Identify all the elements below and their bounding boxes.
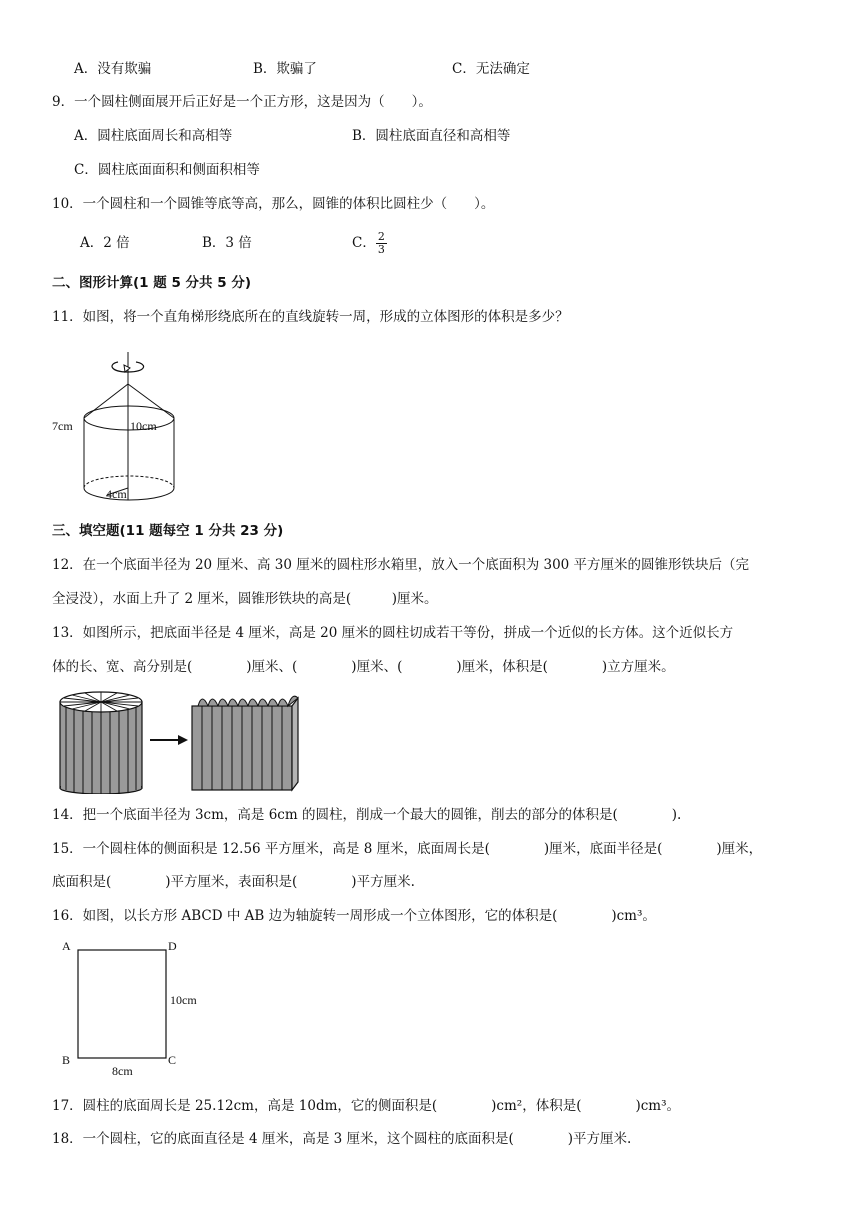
transform-arrow-icon — [150, 735, 188, 745]
q9-option-c: C．圆柱底面面积和侧面积相等 — [74, 162, 260, 178]
q10-option-a: A．2 倍 — [80, 235, 130, 251]
cylinder-bottom-back — [84, 476, 174, 488]
sectored-cylinder — [60, 692, 142, 794]
q10-fraction-denominator: 3 — [377, 243, 385, 256]
q9-option-a: A．圆柱底面周长和高相等 — [74, 128, 233, 144]
q16-line: 16．如图，以长方形 ABCD 中 AB 边为轴旋转一周形成一个立体图形，它的体积是( )cm³。 — [52, 908, 656, 924]
q14-line: 14．把一个底面半径为 3cm，高是 6cm 的圆柱，削成一个最大的圆锥，削去的部分的体积是( ). — [52, 807, 682, 823]
q16-label-b: B — [62, 1053, 71, 1067]
cylinder-bottom-front — [84, 488, 174, 500]
section3-title: 三、填空题(11 题每空 1 分共 23 分) — [52, 523, 284, 539]
q11-label-10cm: 10cm — [130, 419, 157, 433]
cone-left-edge — [84, 384, 128, 418]
q17-line: 17．圆柱的底面周长是 25.12cm，高是 10dm，它的侧面积是( )cm²，体积是( )cm³。 — [52, 1098, 681, 1114]
q8-option-b: B．欺骗了 — [253, 61, 317, 77]
rectangle-abcd — [78, 950, 166, 1058]
q11-label-7cm: 7cm — [52, 419, 73, 433]
q15-line-1: 15．一个圆柱体的侧面积是 12.56 平方厘米，高是 8 厘米，底面周长是( )厘米，底面半径是( )厘米， — [52, 841, 763, 857]
rotation-arrowhead-icon — [124, 365, 130, 372]
cylinder-top-ellipse — [84, 406, 174, 430]
q10-fraction-numerator: 2 — [377, 230, 385, 243]
q16-label-8cm: 8cm — [112, 1064, 133, 1078]
q9-option-b: B．圆柱底面直径和高相等 — [352, 128, 511, 144]
q13-line-2: 体的长、宽、高分别是( )厘米、( )厘米、( )厘米，体积是( )立方厘米。 — [52, 659, 675, 675]
q18-line: 18．一个圆柱，它的底面直径是 4 厘米，高是 3 厘米，这个圆柱的底面积是( )平方厘米. — [52, 1131, 632, 1147]
q10-fraction — [376, 231, 387, 256]
q11-stem: 11．如图，将一个直角梯形绕底所在的直线旋转一周，形成的立体图形的体积是多少？ — [52, 309, 569, 325]
q16-label-c: C — [168, 1053, 177, 1067]
q16-label-10cm: 10cm — [170, 993, 197, 1007]
q12-line-2: 全浸没），水面上升了 2 厘米，圆锥形铁块的高是( )厘米。 — [52, 591, 438, 607]
q10-stem: 10．一个圆柱和一个圆锥等底等高，那么，圆锥的体积比圆柱少（ ）。 — [52, 196, 495, 212]
q8-option-a: A．没有欺骗 — [74, 61, 152, 77]
section2-title: 二、图形计算(1 题 5 分共 5 分) — [52, 275, 252, 291]
q11-label-4cm: 4cm — [106, 487, 127, 501]
q10-option-b: B．3 倍 — [202, 235, 252, 251]
q15-line-2: 底面积是( )平方厘米，表面积是( )平方厘米. — [52, 874, 415, 890]
q8-option-c: C．无法确定 — [452, 61, 530, 77]
cone-right-edge — [128, 384, 174, 418]
q10-option-c-prefix: C． — [352, 235, 376, 251]
approximate-cuboid — [192, 696, 298, 790]
q16-label-a: A — [62, 939, 71, 953]
q13-line-1: 13．如图所示，把底面半径是 4 厘米，高是 20 厘米的圆柱切成若干等份，拼成一个近似的长方体。这个近似长方 — [52, 625, 734, 641]
q13-figure — [52, 686, 312, 794]
q10-option-c — [352, 226, 387, 260]
q16-label-d: D — [168, 939, 177, 953]
q12-line-1: 12．在一个底面半径为 20 厘米、高 30 厘米的圆柱形水箱里，放入一个底面积为 300 平方厘米的圆锥形铁块后（完 — [52, 557, 750, 573]
q9-stem: 9．一个圆柱侧面展开后正好是一个正方形，这是因为（ ）。 — [52, 94, 432, 110]
